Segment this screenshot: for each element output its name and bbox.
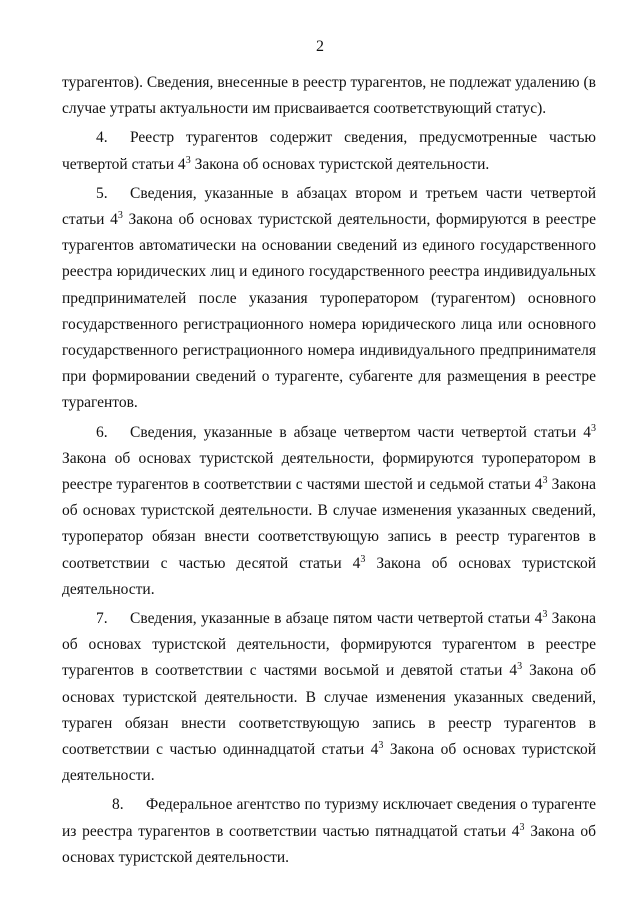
paragraph-text: Федеральное агентство по туризму исключает сведения о турагенте из реестра турагентов в соответствии частью пятнадцатой статьи 4 bbox=[62, 796, 596, 840]
superscript: 3 bbox=[185, 154, 191, 166]
superscript: 3 bbox=[117, 210, 123, 222]
paragraph-number: 8. bbox=[112, 796, 124, 814]
paragraph-continuation bbox=[62, 70, 596, 122]
document-body bbox=[62, 70, 596, 874]
paragraph-text: Сведения, указанные в абзацах втором и третьем части четвертой статьи 4 bbox=[62, 184, 596, 229]
paragraph-6 bbox=[62, 420, 596, 603]
paragraph-text: турагентов). Сведения, внесенные в реестр турагентов, не подлежат удалению (в случае утраты актуальности им присваивается соответствующий статус). bbox=[62, 74, 596, 118]
superscript: 3 bbox=[517, 661, 523, 673]
paragraph-text: Закона об основах туристской деятельности. bbox=[62, 741, 596, 785]
paragraph-number: 5. bbox=[96, 184, 108, 202]
paragraph-text: Сведения, указанные в абзаце четвертом части четвертой статьи 4 bbox=[130, 423, 591, 441]
paragraph-text: Закона об основах туристской деятельности, формируются туроператором в реестре турагентов в соответствии с частями шестой и седьмой статьи 4 bbox=[62, 449, 596, 494]
paragraph-5 bbox=[62, 181, 596, 417]
paragraph-7 bbox=[62, 606, 596, 789]
superscript: 3 bbox=[360, 553, 366, 565]
paragraph-text: Закона об основах туристской деятельности. В случае изменения указанных сведений, туроператор обязан внести соответствующую запись в реестр турагентов в соответствии с частью десятой статьи 4 bbox=[62, 476, 596, 572]
paragraph-number: 6. bbox=[96, 423, 108, 441]
paragraph-number: 7. bbox=[96, 610, 108, 628]
superscript: 3 bbox=[378, 740, 384, 752]
paragraph-text: Реестр турагентов содержит сведения, предусмотренные частью четвертой статьи 4 bbox=[62, 129, 596, 173]
paragraph-text: Закона об основах туристской деятельности, формируются турагентом в реестре турагентов в соответствии с частями восьмой и девятой статьи 4 bbox=[62, 610, 596, 680]
paragraph-text: Закона об основах туристской деятельности. В случае изменения указанных сведений, тураген обязан внести соответствующую запись в реестр турагентов в соответствии с частью одиннадцатой статьи 4 bbox=[62, 662, 596, 759]
superscript: 3 bbox=[542, 475, 548, 487]
paragraph-text: Закона об основах туристской деятельности, формируются в реестре турагентов автоматически на основании сведений из единого государственного реестра юридических лиц и единого государственного реестра индивидуальных предпринимателей после указания туроператором (турагентом) основного государственного регистрационного номера юридического лица или основного государственного регистрационного номера индивидуального предпринимателя при формировании сведений о турагенте, субагенте для размещения в реестре турагентов. bbox=[62, 211, 596, 412]
paragraph-text: Сведения, указанные в абзаце пятом части четвертой статьи 4 bbox=[130, 610, 543, 628]
superscript: 3 bbox=[542, 609, 548, 621]
paragraph-text: Закона об основах туристской деятельности. bbox=[62, 822, 597, 866]
paragraph-4 bbox=[62, 125, 596, 177]
page-number: 2 bbox=[316, 38, 324, 55]
paragraph-8 bbox=[62, 792, 596, 871]
paragraph-number: 4. bbox=[96, 129, 108, 147]
superscript: 3 bbox=[591, 422, 596, 434]
paragraph-text: Закона об основах туристской деятельности. bbox=[62, 554, 596, 598]
superscript: 3 bbox=[519, 821, 525, 833]
paragraph-text: Закона об основах туристской деятельности. bbox=[190, 155, 490, 173]
